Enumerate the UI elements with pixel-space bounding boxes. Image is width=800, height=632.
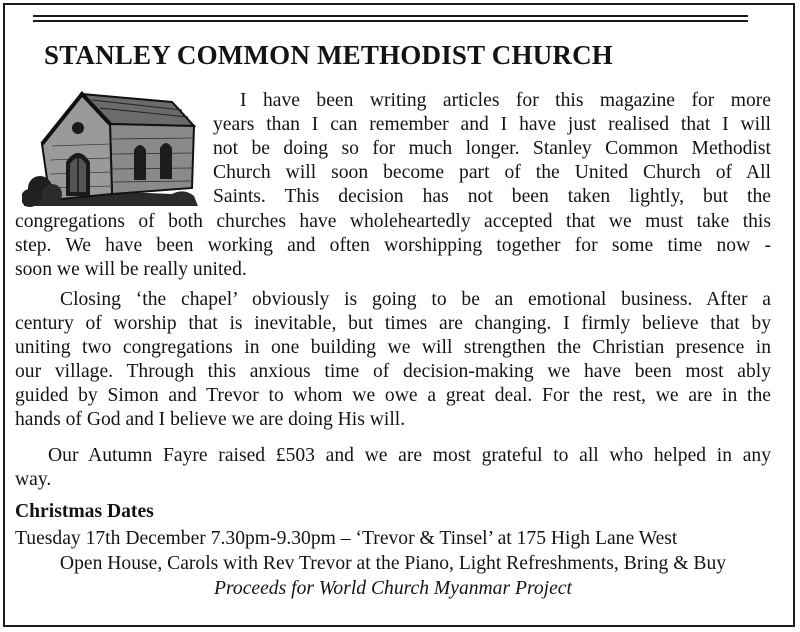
top-rule bbox=[33, 15, 748, 17]
page-title: STANLEY COMMON METHODIST CHURCH bbox=[44, 40, 613, 70]
article-paragraph-1-line: Church will soon become part of the United Church of All bbox=[213, 162, 771, 183]
christmas-details-line: Open House, Carols with Rev Trevor at the Piano, Light Refreshments, Bring & Buy bbox=[59, 553, 727, 574]
article-paragraph-2-line: hands of God and I believe we are doing His will. bbox=[15, 409, 406, 430]
article-paragraph-1-line: not be doing so for much longer. Stanley Common Methodist bbox=[213, 138, 771, 159]
article-paragraph-1-line: soon we will be really united. bbox=[15, 259, 247, 280]
article-paragraph-3-line: way. bbox=[15, 469, 52, 490]
article-paragraph-3-line: Our Autumn Fayre raised £503 and we are most grateful to all who helped in any bbox=[48, 445, 771, 466]
article-paragraph-1-line: I have been writing articles for this magazine for more bbox=[240, 90, 771, 111]
article-paragraph-1-line: years than I can remember and I have just realised that I will bbox=[213, 114, 771, 135]
christmas-event-line: Tuesday 17th December 7.30pm-9.30pm – ‘Trevor & Tinsel’ at 175 High Lane West bbox=[15, 528, 678, 549]
article-paragraph-1-line: congregations of both churches have wholeheartedly accepted that we must take this bbox=[15, 211, 771, 232]
christmas-dates-heading: Christmas Dates bbox=[15, 501, 154, 522]
article-paragraph-1-line: Saints. This decision has not been taken lightly, but the bbox=[213, 186, 771, 207]
christmas-proceeds-line: Proceeds for World Church Myanmar Project bbox=[214, 578, 572, 599]
article-paragraph-2-line: our village. Through this anxious time of decision-making we have been most ably bbox=[15, 361, 771, 382]
article-paragraph-2-line: guided by Simon and Trevor to whom we owe a great deal. For the rest, we are in the bbox=[15, 385, 771, 406]
top-rule-double bbox=[33, 20, 748, 22]
article-paragraph-2-line: century of worship that is inevitable, but times are changing. I firmly believe that by bbox=[15, 313, 771, 334]
article-paragraph-2-line: uniting two congregations in one building we will strengthen the Christian presence in bbox=[15, 337, 771, 358]
article-paragraph-2-line: Closing ‘the chapel’ obviously is going to be an emotional business. After a bbox=[60, 289, 771, 310]
chapel-sketch-icon bbox=[22, 84, 200, 208]
article-paragraph-1-line: step. We have been working and often worshipping together for some time now - bbox=[15, 235, 771, 256]
